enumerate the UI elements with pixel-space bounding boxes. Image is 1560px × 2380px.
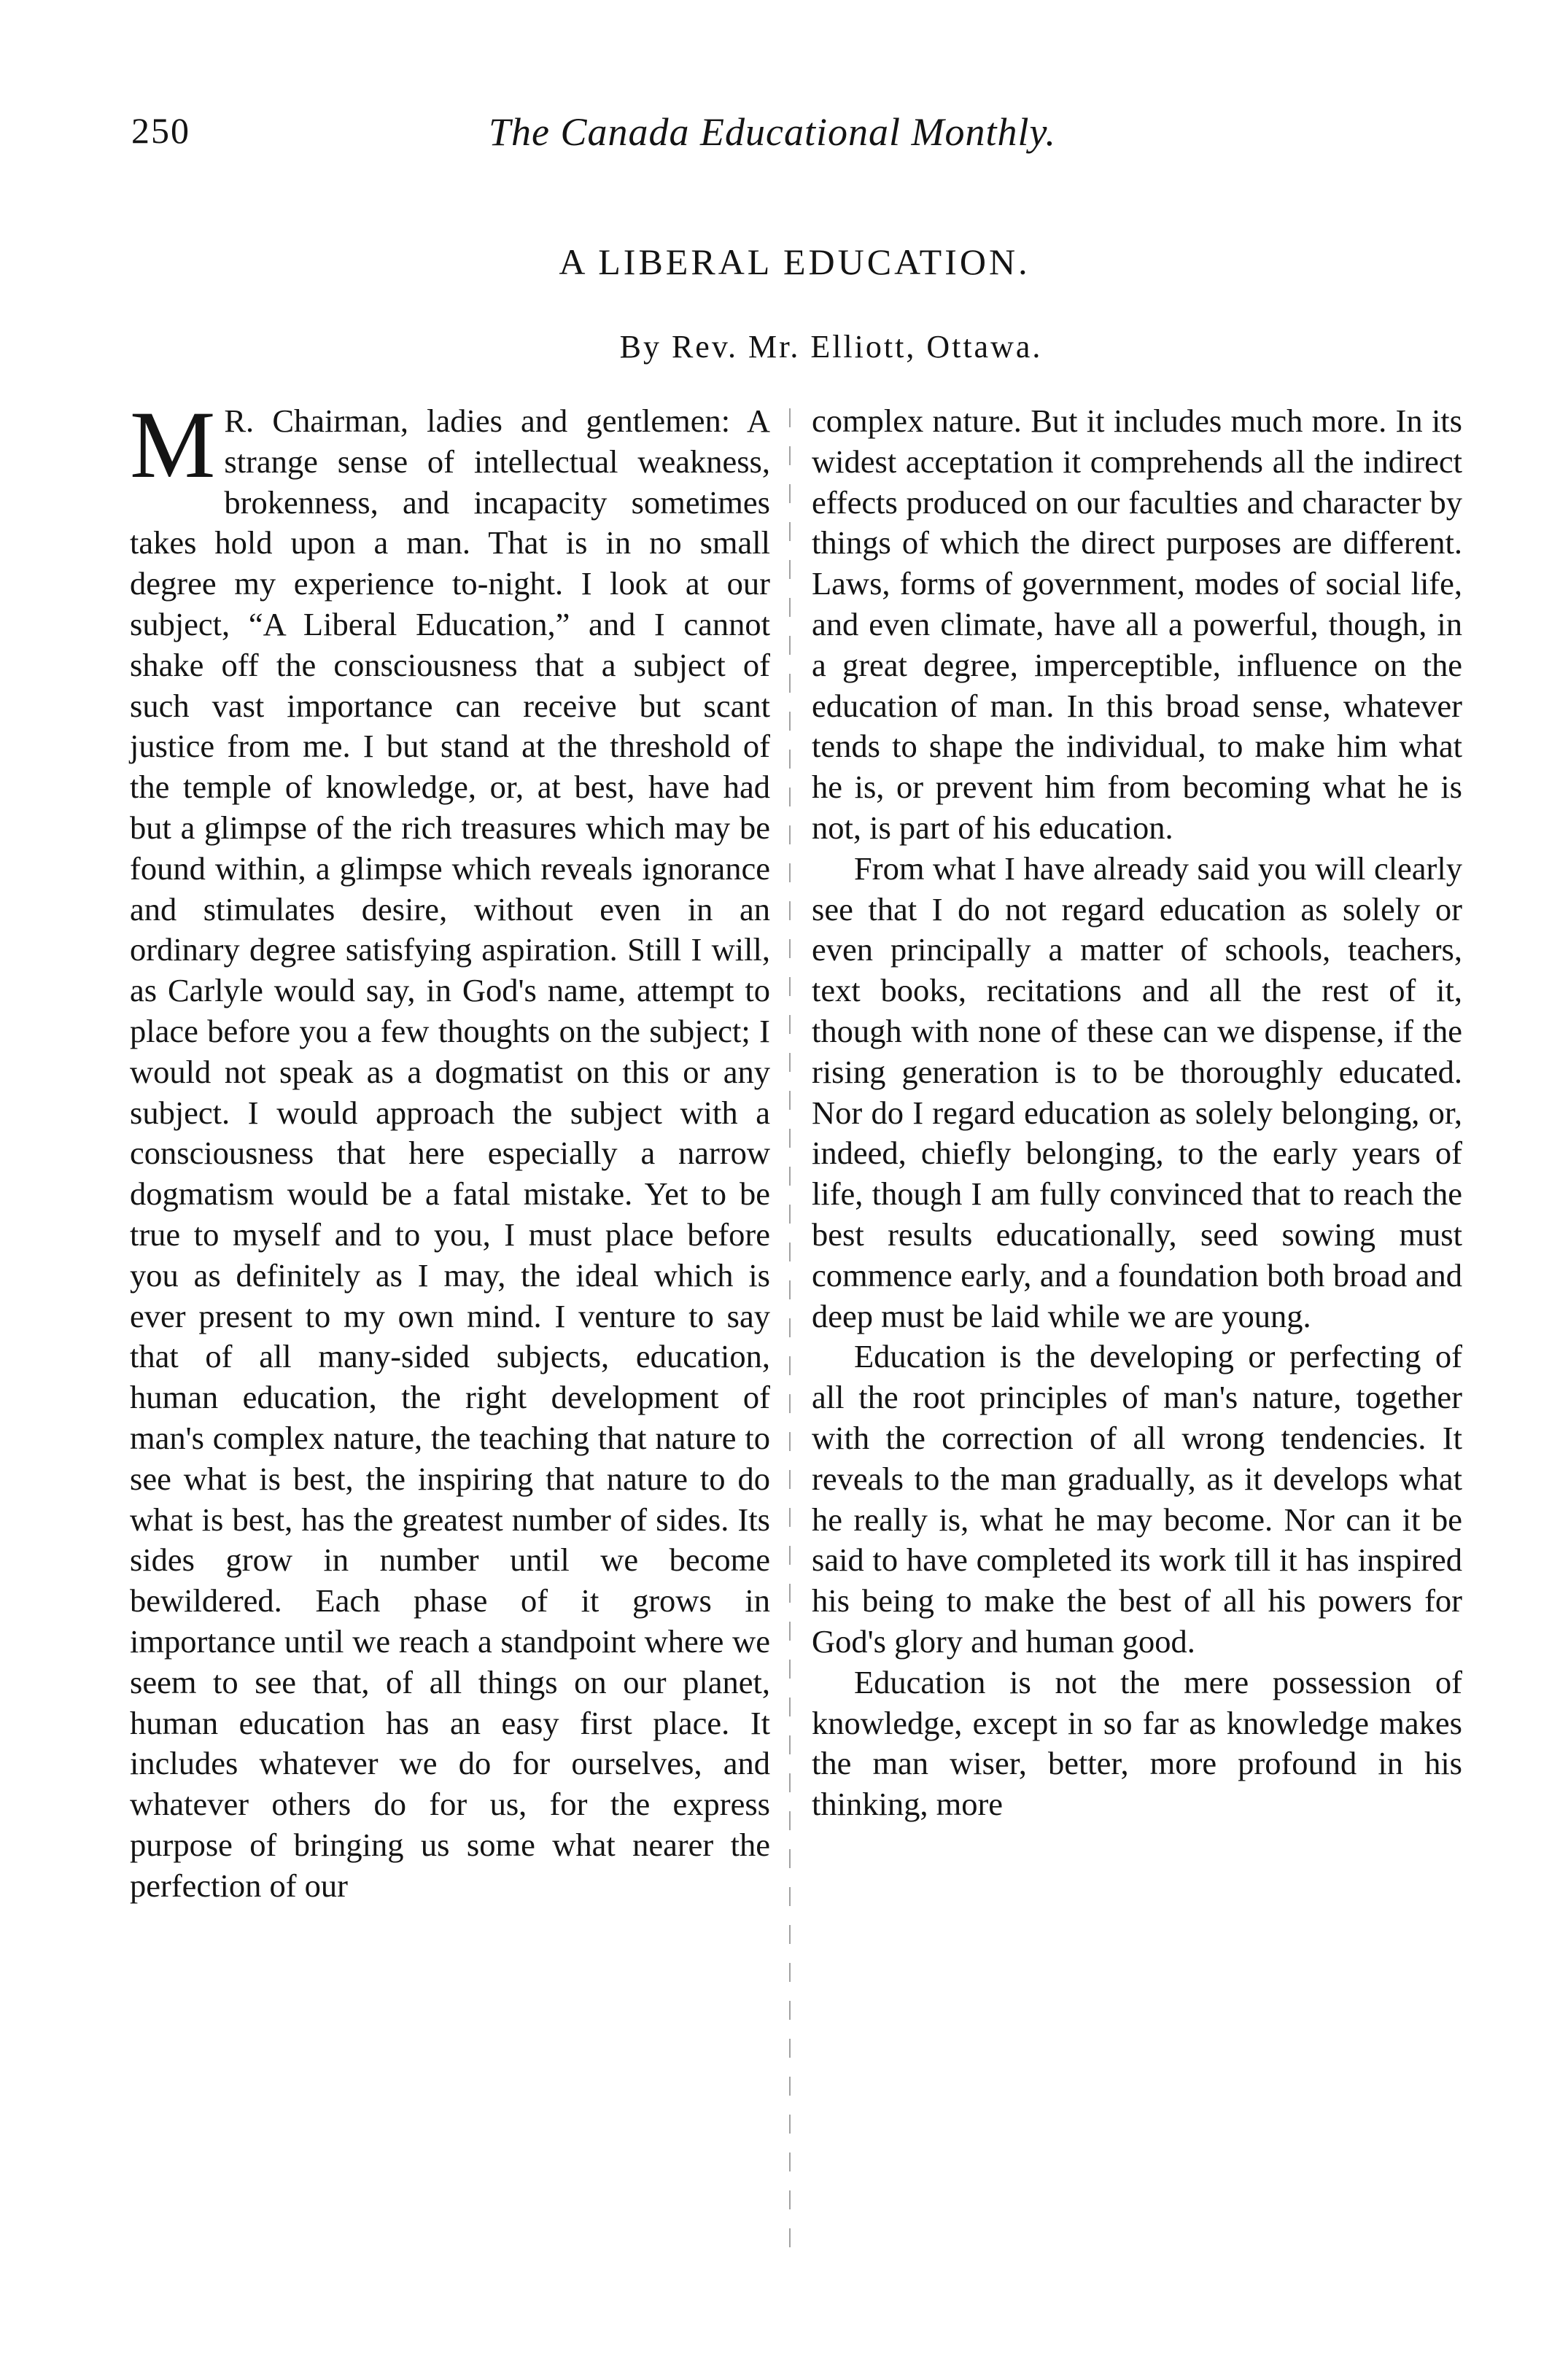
right-column: [812, 401, 1462, 1825]
article-byline: By Rev. Mr. Elliott, Ottawa.: [619, 329, 1043, 365]
paragraph: [130, 391, 770, 1906]
column-divider: [789, 408, 791, 2253]
paragraph-text: R. Chairman, ladies and gentlemen: A strange sense of intellectual weakness, brokenness, and incapacity sometimes takes hold upon a man. That is in no small degree my experience to-night. I look at our subject, “A Liberal Education,” and I cannot shake off the consciousness that a subject of such vast importance can receive but scant justice from me. I but stand at the threshold of the temple of knowledge, or, at best, have had but a glimpse of the rich treasures which may be found within, a glimpse which reveals ignorance and stimulates desire, without even in an ordinary degree satisfying aspiration. Still I will, as Carlyle would say, in God's name, attempt to place before you a few thoughts on the subject; I would not speak as a dogmatist on this or any subject. I would approach the subject with a consciousness that here especially a narrow dogmatism would be a fatal mistake. Yet to be true to myself and to you, I must place before you as definitely as I may, the ideal which is ever present to my own mind. I venture to say that of all many-sided subjects, education, human education, the right development of man's complex nature, the teaching that nature to see what is best, the inspiring that nature to do what is best, has the greatest number of sides. Its sides grow in number until we become bewildered. Each phase of it grows in importance until we reach a standpoint where we seem to see that, of all things on our planet, human education has an easy first place. It includes whatever we do for ourselves, and whatever others do for us, for the express purpose of bringing us some what nearer the perfection of our: [130, 402, 770, 1904]
running-head: [131, 109, 1181, 168]
page-number: 250: [131, 110, 190, 151]
article-title: A LIBERAL EDUCATION.: [559, 241, 1031, 282]
drop-cap: M: [130, 391, 216, 498]
journal-title: The Canada Educational Monthly.: [489, 110, 1056, 154]
left-column: [130, 391, 770, 1906]
paragraph: From what I have already said you will clearly see that I do not regard education as solely or even principally a matter of schools, teachers, text books, recitations and all the rest of it, though with none of these can we dispense, if the rising generation is to be thoroughly educated. Nor do I regard education as solely belonging, or, indeed, chiefly belonging, to the early years of life, though I am fully convinced that to reach the best results educationally, seed sowing must commence early, and a foundation both broad and deep must be laid while we are young.: [812, 849, 1462, 1334]
paragraph: Education is the developing or perfecting of all the root principles of man's nature, together with the correction of all wrong tendencies. It reveals to the man gradually, as it develops what he really is, what he may become. Nor can it be said to have completed its work till it has inspired his being to make the best of all his powers for God's glory and human good.: [812, 1338, 1462, 1660]
paragraph: complex nature. But it includes much more. In its widest acceptation it comprehends all the indirect effects produced on our faculties and character by things of which the direct purposes are different. Laws, forms of government, modes of social life, and even climate, have all a powerful, though, in a great degree, imperceptible, influence on the education of man. In this broad sense, whatever tends to shape the individual, to make him what he is, or prevent him from becoming what he is not, is part of his education.: [812, 402, 1462, 846]
paragraph: Education is not the mere possession of knowledge, except in so far as knowledge makes the man wiser, better, more profound in his thinking, more: [812, 1663, 1462, 1823]
